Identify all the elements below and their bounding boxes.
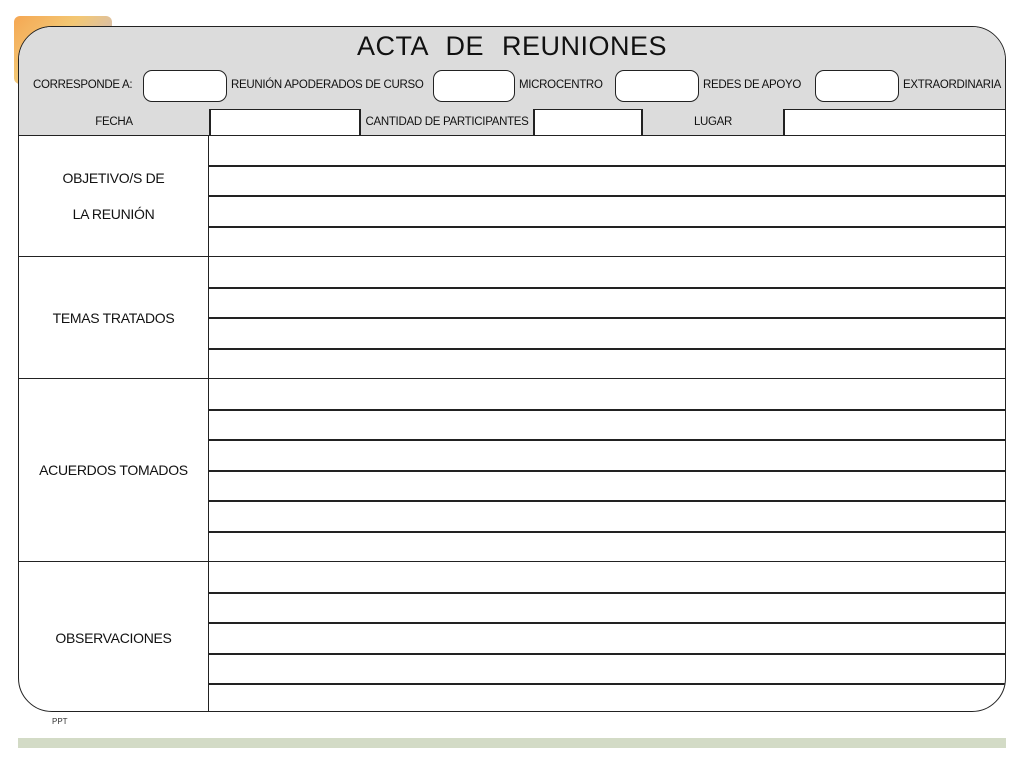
- section-objetivos: [19, 135, 1005, 257]
- writing-line[interactable]: [209, 653, 1005, 655]
- temas-label: TEMAS TRATADOS: [19, 257, 209, 378]
- option-redes-de-apoyo: REDES DE APOYO: [703, 79, 802, 91]
- option-reunion-apoderados: REUNIÓN APODERADOS DE CURSO: [231, 79, 424, 91]
- section-temas: [19, 257, 1005, 379]
- objetivos-label: OBJETIVO/S DE LA REUNIÓN: [19, 135, 209, 256]
- section-observaciones: [19, 562, 1005, 712]
- fecha-field[interactable]: [211, 109, 359, 135]
- lugar-label: LUGAR: [643, 109, 783, 135]
- writing-line[interactable]: [209, 317, 1005, 319]
- checkbox-redes-de-apoyo[interactable]: [615, 70, 699, 102]
- bottom-bar: [18, 738, 1006, 748]
- option-extraordinaria: EXTRAORDINARIA: [903, 79, 1002, 91]
- checkbox-extraordinaria[interactable]: [815, 70, 899, 102]
- meeting-minutes-form: [18, 26, 1006, 712]
- footnote: PPT: [52, 717, 68, 726]
- option-microcentro: MICROCENTRO: [519, 79, 603, 91]
- checkbox-microcentro[interactable]: [433, 70, 515, 102]
- fecha-label: FECHA: [19, 109, 209, 135]
- writing-line[interactable]: [209, 226, 1005, 228]
- writing-line[interactable]: [209, 165, 1005, 167]
- writing-line[interactable]: [209, 195, 1005, 197]
- writing-line[interactable]: [209, 683, 1005, 685]
- writing-line[interactable]: [209, 409, 1005, 411]
- writing-line[interactable]: [209, 439, 1005, 441]
- form-header: [19, 27, 1005, 110]
- corresponde-label: CORRESPONDE A:: [33, 79, 133, 91]
- writing-line[interactable]: [209, 470, 1005, 472]
- writing-line[interactable]: [209, 622, 1005, 624]
- cantidad-field[interactable]: [535, 109, 641, 135]
- corresponde-row: [19, 67, 1005, 107]
- cantidad-label: CANTIDAD DE PARTICIPANTES: [361, 109, 533, 135]
- writing-line[interactable]: [209, 592, 1005, 594]
- writing-line[interactable]: [209, 500, 1005, 502]
- writing-line[interactable]: [209, 287, 1005, 289]
- writing-line[interactable]: [209, 348, 1005, 350]
- acuerdos-label: ACUERDOS TOMADOS: [19, 379, 209, 561]
- lugar-field[interactable]: [785, 109, 1006, 135]
- form-title: ACTA DE REUNIONES: [356, 31, 668, 61]
- checkbox-reunion-apoderados[interactable]: [143, 70, 227, 102]
- info-row: [19, 109, 1005, 136]
- observaciones-label: OBSERVACIONES: [19, 562, 209, 712]
- writing-line[interactable]: [209, 531, 1005, 533]
- section-acuerdos: [19, 379, 1005, 562]
